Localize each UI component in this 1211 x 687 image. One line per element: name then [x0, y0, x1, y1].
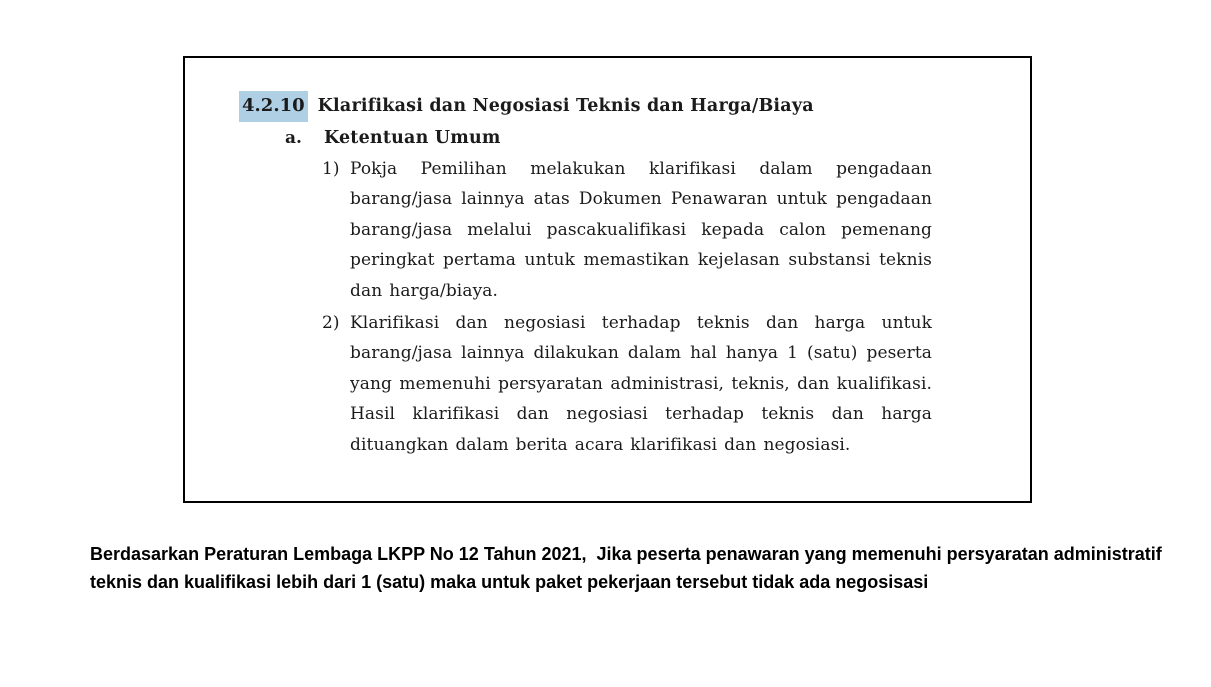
- list-item-marker: 1): [322, 159, 340, 179]
- subsection-label: a.: [285, 128, 302, 148]
- subsection-heading-row: [285, 123, 1030, 153]
- section-heading-row: [239, 91, 1030, 122]
- list-item-text: Pokja Pemilihan melakukan klarifikasi dalam pengadaan barang/jasa lainnya atas Dokumen Penawaran untuk pengadaan barang/jasa melalui pascakualifikasi kepada calon pemenang peringkat pertama untuk memastikan kejelasan substansi teknis dan harga/biaya.: [350, 159, 932, 301]
- document-excerpt-frame: [183, 56, 1032, 503]
- list-item-text: Klarifikasi dan negosiasi terhadap teknis dan harga untuk barang/jasa lainnya dilakukan dalam hal hanya 1 (satu) peserta yang memenuhi persyaratan administrasi, teknis, dan kualifikasi. Hasil klarifikasi dan negosiasi terhadap teknis dan harga dituangkan dalam berita acara klarifikasi dan negosiasi.: [350, 313, 932, 455]
- list-item-marker: 2): [322, 313, 340, 334]
- section-number-highlighted: 4.2.10: [239, 91, 308, 122]
- list-item: [322, 154, 1030, 306]
- subsection-title: Ketentuan Umum: [323, 128, 501, 148]
- list-item: [322, 308, 1030, 460]
- section-title: Klarifikasi dan Negosiasi Teknis dan Harga/Biaya: [317, 96, 814, 116]
- caption-text: Berdasarkan Peraturan Lembaga LKPP No 12 Tahun 2021, Jika peserta penawaran yang memenuhi persyaratan administratif teknis dan kualifikasi lebih dari 1 (satu) maka untuk paket pekerjaan tersebut tidak ada negosisasi: [90, 544, 1172, 592]
